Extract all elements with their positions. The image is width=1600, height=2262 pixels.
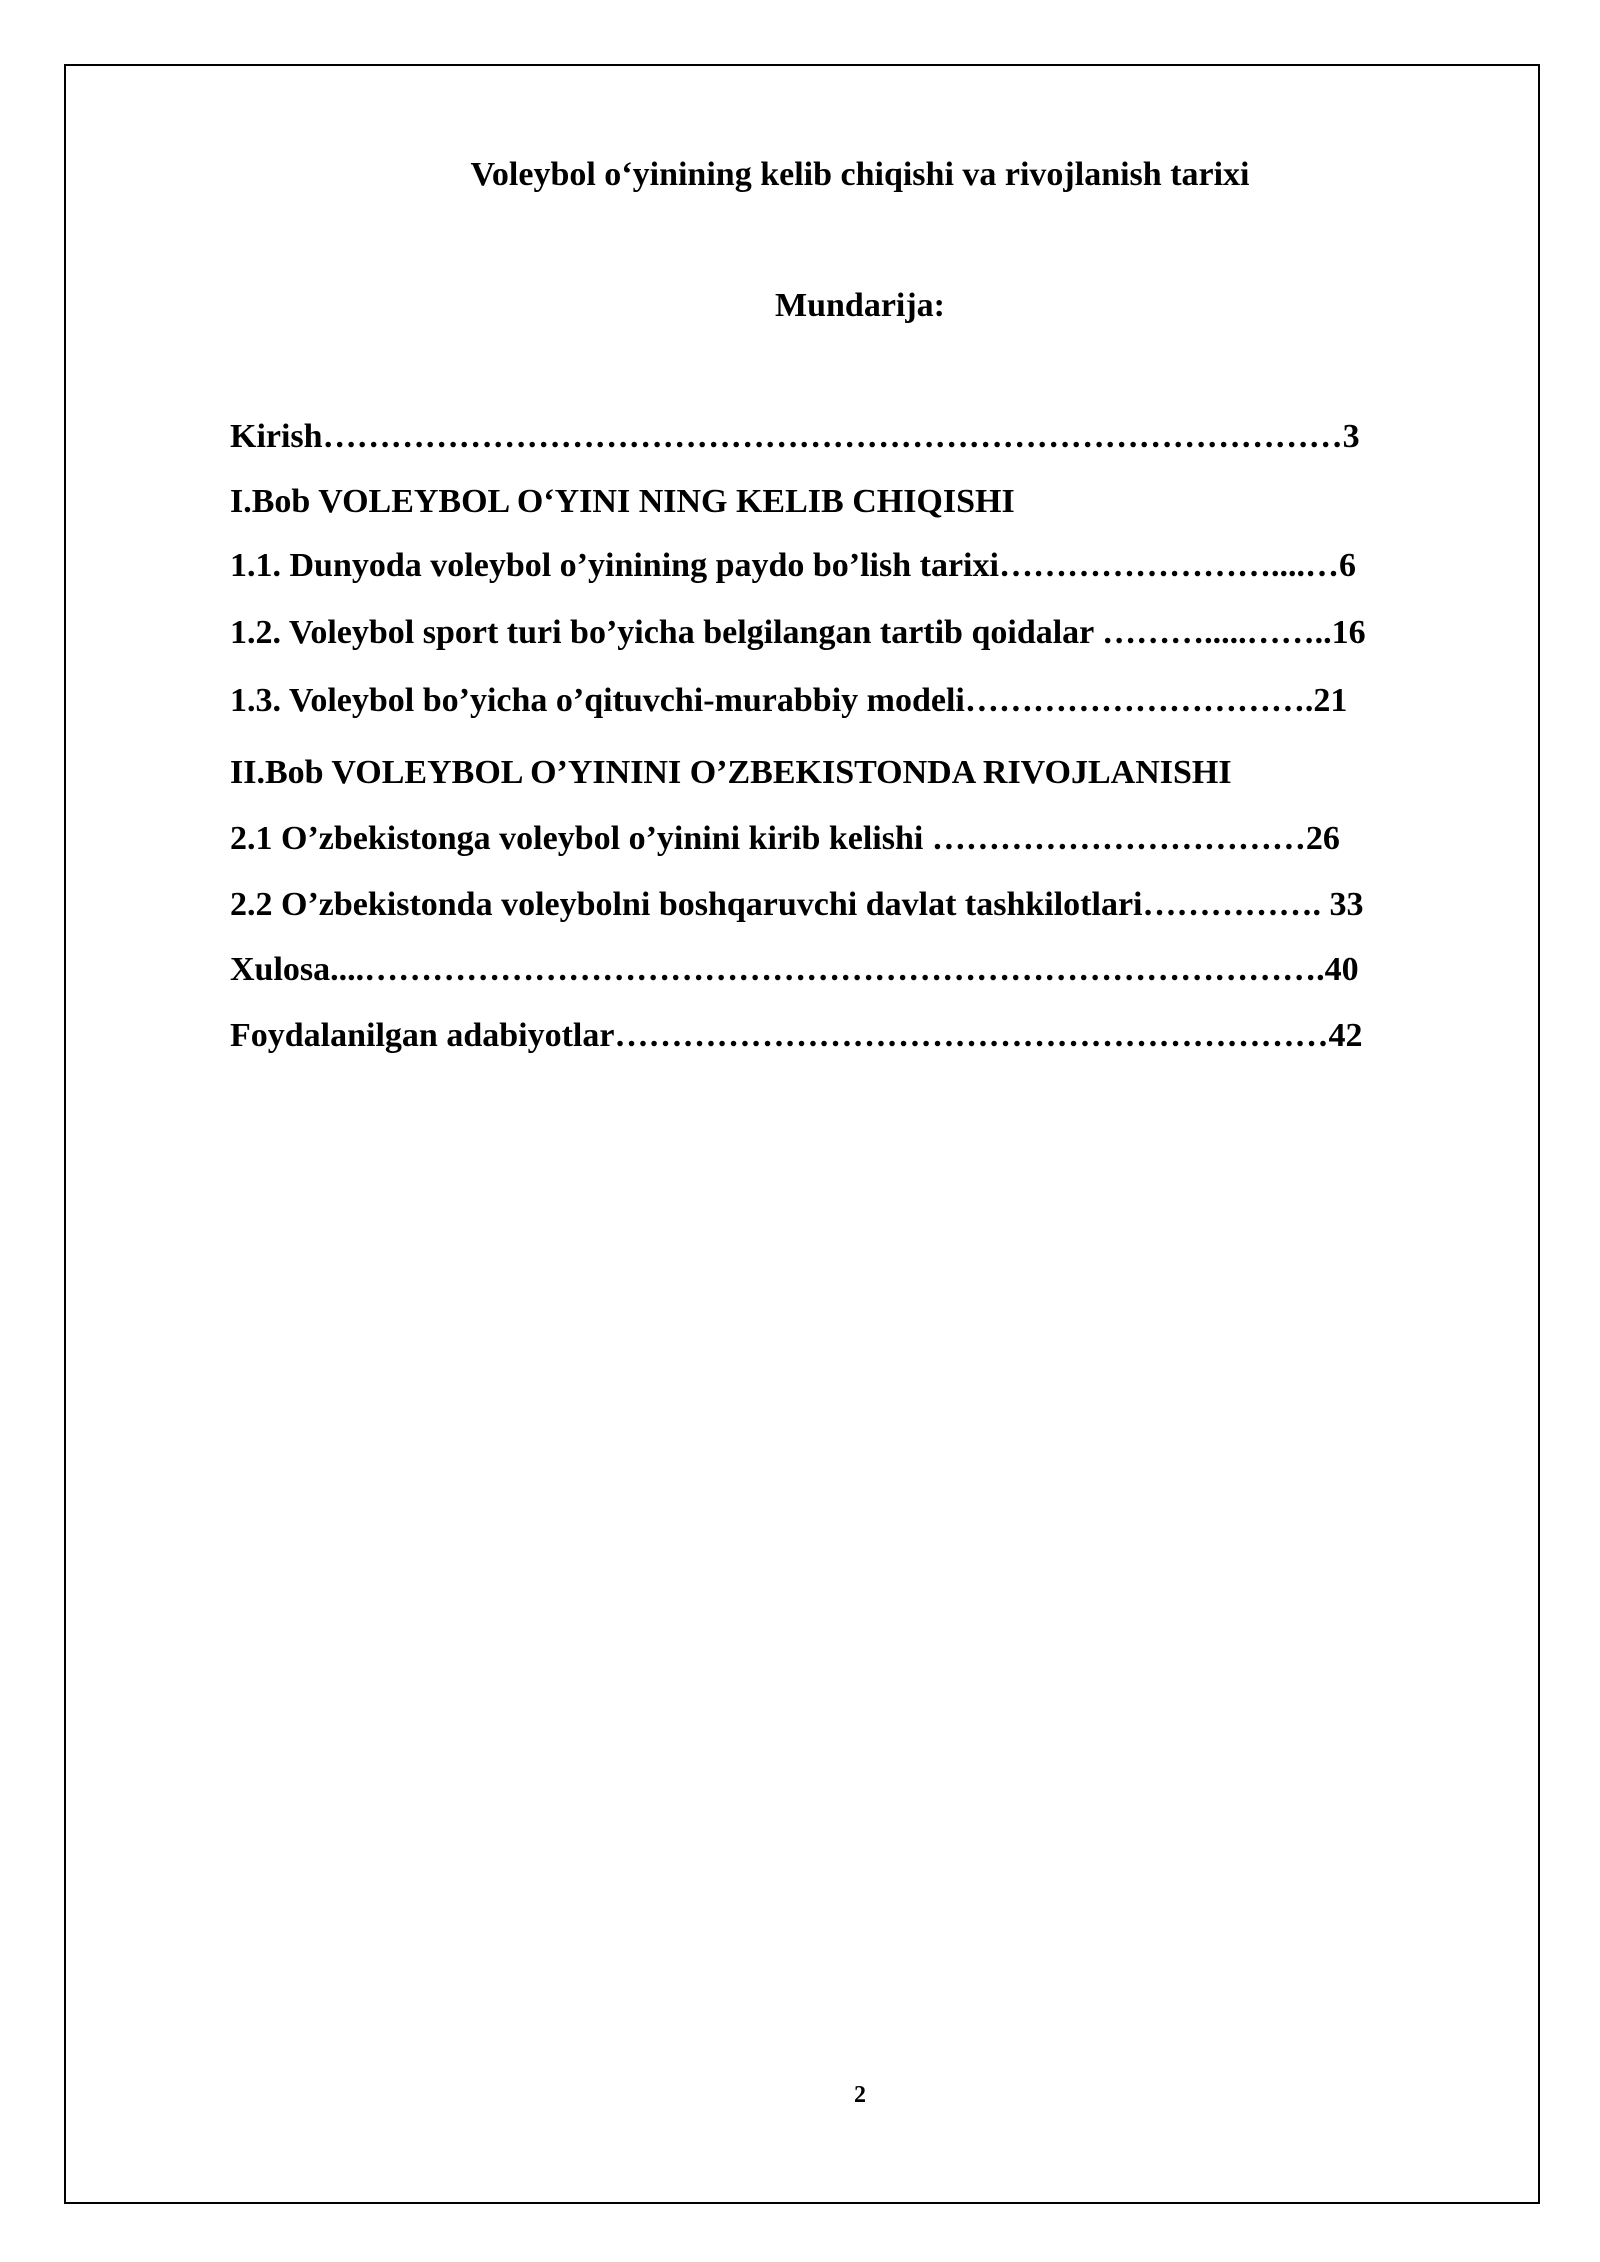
toc-entry-1-1: 1.1. Dunyoda voleybol o’yinining paydo bo’lish tarixi……………………....…6 — [230, 547, 1356, 584]
toc-entry-2-1: 2.1 O’zbekistonga voleybol o’yinini kirib kelishi ……………………………26 — [230, 820, 1340, 857]
toc-entry-xulosa: Xulosa....………………………………………………………………………….40 — [230, 951, 1359, 988]
toc-entry-references: Foydalanilgan adabiyotlar………………………………………………………42 — [230, 1017, 1363, 1054]
toc-chapter-2: II.Bob VOLEYBOL O’YININI O’ZBEKISTONDA RIVOJLANISHI — [230, 754, 1232, 791]
toc-heading: Mundarija: — [775, 287, 945, 324]
toc-entry-1-2: 1.2. Voleybol sport turi bo’yicha belgilangan tartib qoidalar ……….....……..16 — [230, 614, 1366, 651]
toc-entry-1-3: 1.3. Voleybol bo’yicha o’qituvchi-murabbiy modeli………………………….21 — [230, 682, 1348, 719]
toc-entry-kirish: Kirish………………………………………………………………………………3 — [230, 418, 1360, 455]
toc-entry-2-2: 2.2 O’zbekistonda voleybolni boshqaruvchi davlat tashkilotlari……………. 33 — [230, 886, 1364, 923]
document-title: Voleybol o‘yinining kelib chiqishi va rivojlanish tarixi — [470, 156, 1250, 193]
page-border — [64, 64, 1540, 2204]
page-number: 2 — [854, 2082, 866, 2108]
toc-chapter-1: I.Bob VOLEYBOL O‘YINI NING KELIB CHIQISHI — [230, 483, 1015, 520]
